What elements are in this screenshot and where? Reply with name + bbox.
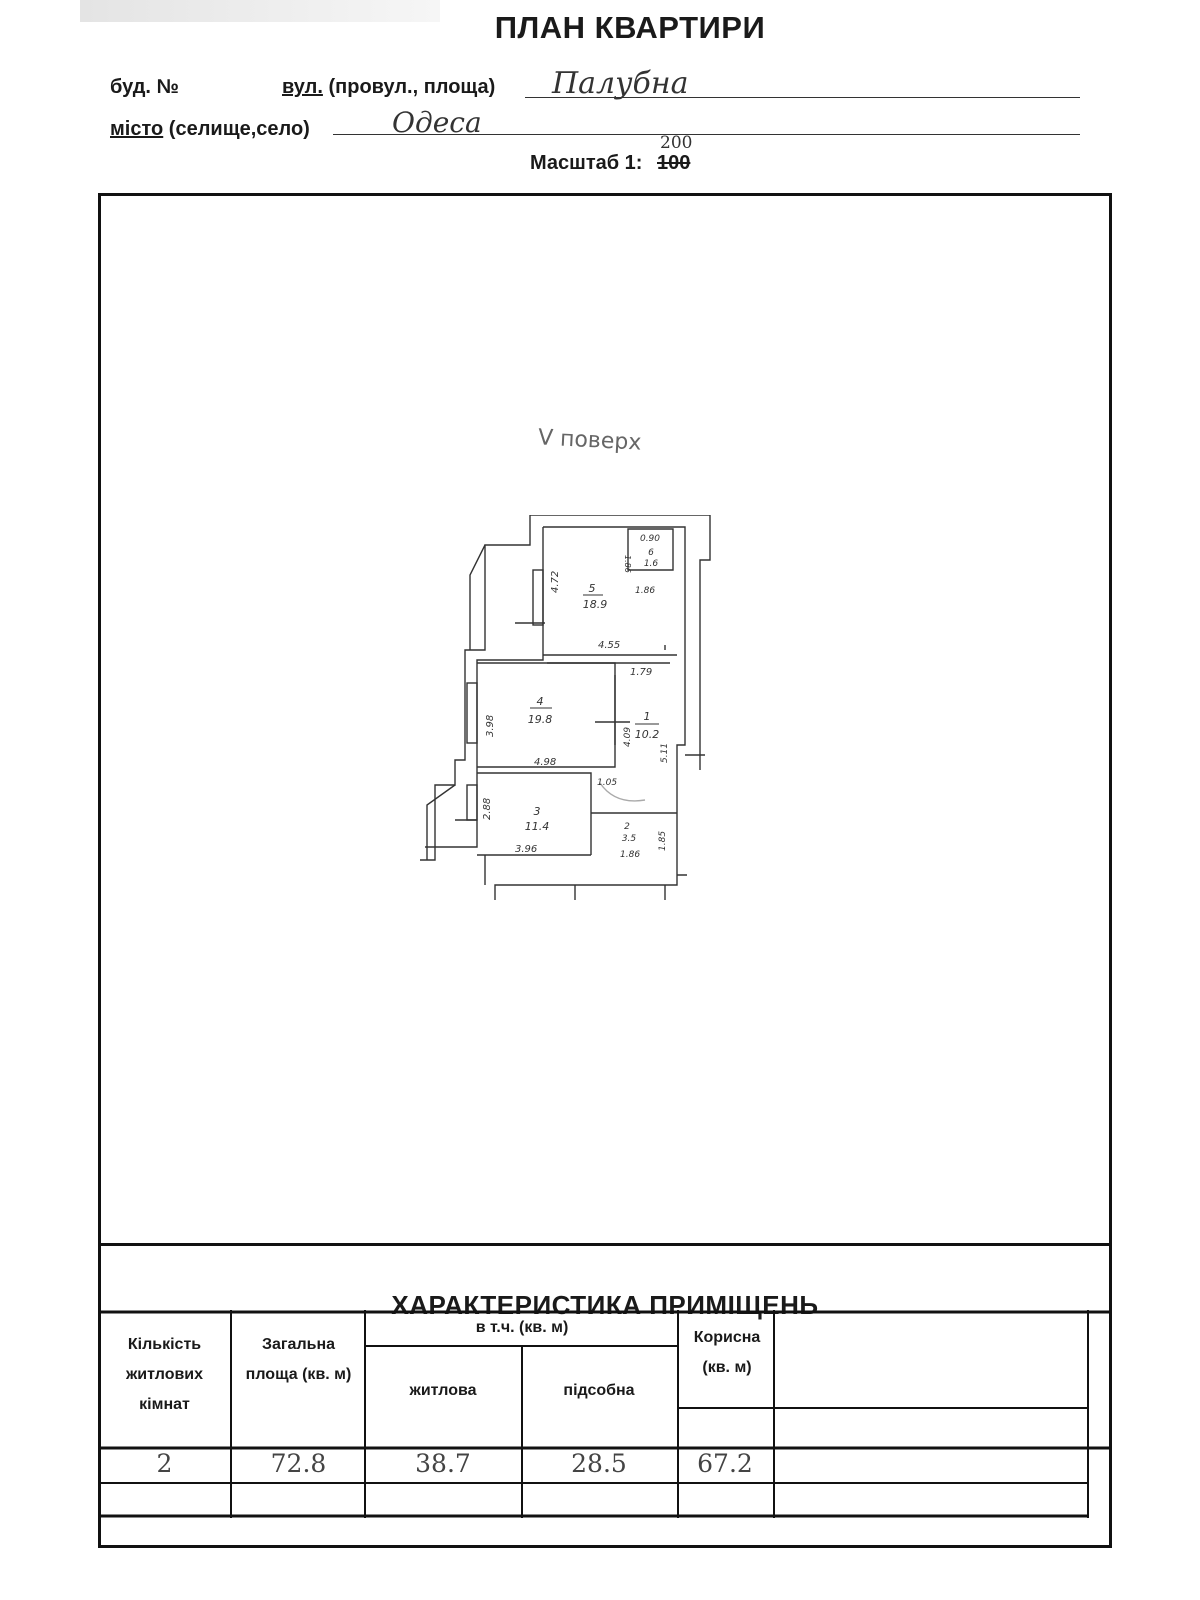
city-label-prefix: місто <box>110 118 164 140</box>
room-3-area: 11.4 <box>524 820 550 833</box>
table-top-border <box>98 1243 1112 1246</box>
room-2-number: 2 <box>624 822 630 832</box>
value-useful-area: 67.2 <box>697 1449 753 1478</box>
value-rooms-count: 2 <box>156 1449 173 1478</box>
dim-1-05: 1.05 <box>597 778 618 788</box>
plan-labels <box>482 534 670 860</box>
scale-old-value: 100 <box>657 152 691 174</box>
dim-3-98: 3.98 <box>485 714 496 737</box>
dim-4-72: 4.72 <box>550 570 561 593</box>
street-label <box>282 76 495 99</box>
floor-plan-drawing <box>415 515 715 905</box>
header-rooms-count: Кількість житлових кімнат <box>125 1336 204 1413</box>
room-1-area: 10.2 <box>634 728 660 741</box>
document-title: ПЛАН КВАРТИРИ <box>494 10 766 45</box>
value-total-area: 72.8 <box>270 1449 327 1478</box>
dim-1-79: 1.79 <box>630 667 653 678</box>
room-5-number: 5 <box>588 582 596 595</box>
floor-label: V поверх <box>537 425 642 456</box>
dim-4-55: 4.55 <box>598 640 621 651</box>
dim-0-90: 0.90 <box>639 534 661 544</box>
street-label-suffix: (провул., площа) <box>328 76 496 98</box>
room-3-number: 3 <box>533 805 541 818</box>
room-6-area: 1.6 <box>643 559 659 569</box>
room-1-number: 1 <box>643 710 651 723</box>
building-number-label: буд. № <box>110 76 179 98</box>
value-living-area: 38.7 <box>415 1449 471 1478</box>
value-auxiliary-area: 28.5 <box>571 1449 627 1478</box>
dim-1-86-c: 1.86 <box>620 850 641 860</box>
street-label-prefix: вул. <box>282 76 323 98</box>
characteristics-title: ХАРАКТЕРИСТИКА ПРИМІЩЕНЬ <box>391 1290 819 1320</box>
city-label <box>110 118 310 141</box>
city-value: Одеса <box>392 106 482 139</box>
city-label-suffix: (селище,село) <box>168 118 310 140</box>
scale-label: Масштаб 1: <box>530 152 643 174</box>
dim-1-86-a: 1.86 <box>623 555 632 573</box>
header-useful: Корисна (кв. м) <box>693 1329 761 1376</box>
street-value: Палубна <box>552 66 689 101</box>
dim-4-09: 4.09 <box>623 726 633 747</box>
dim-1-86-b: 1.86 <box>635 586 656 596</box>
dim-5-11: 5.11 <box>660 742 670 763</box>
header-incl: в т.ч. (кв. м) <box>475 1319 569 1336</box>
scale-new-value: 200 <box>660 133 693 153</box>
room-2-area: 3.5 <box>621 834 637 844</box>
room-6-number: 6 <box>648 548 654 558</box>
dim-1-85: 1.85 <box>658 830 668 851</box>
room-4-area: 19.8 <box>527 713 553 726</box>
dim-2-88: 2.88 <box>482 797 493 820</box>
room-4-number: 4 <box>536 695 544 708</box>
header-total-area: Загальна площа (кв. м) <box>245 1336 352 1383</box>
room-5-area: 18.9 <box>582 598 608 611</box>
header-auxiliary: підсобна <box>563 1382 635 1399</box>
dim-4-98: 4.98 <box>534 757 557 768</box>
header-living: житлова <box>409 1382 477 1399</box>
dim-3-96: 3.96 <box>515 844 538 855</box>
